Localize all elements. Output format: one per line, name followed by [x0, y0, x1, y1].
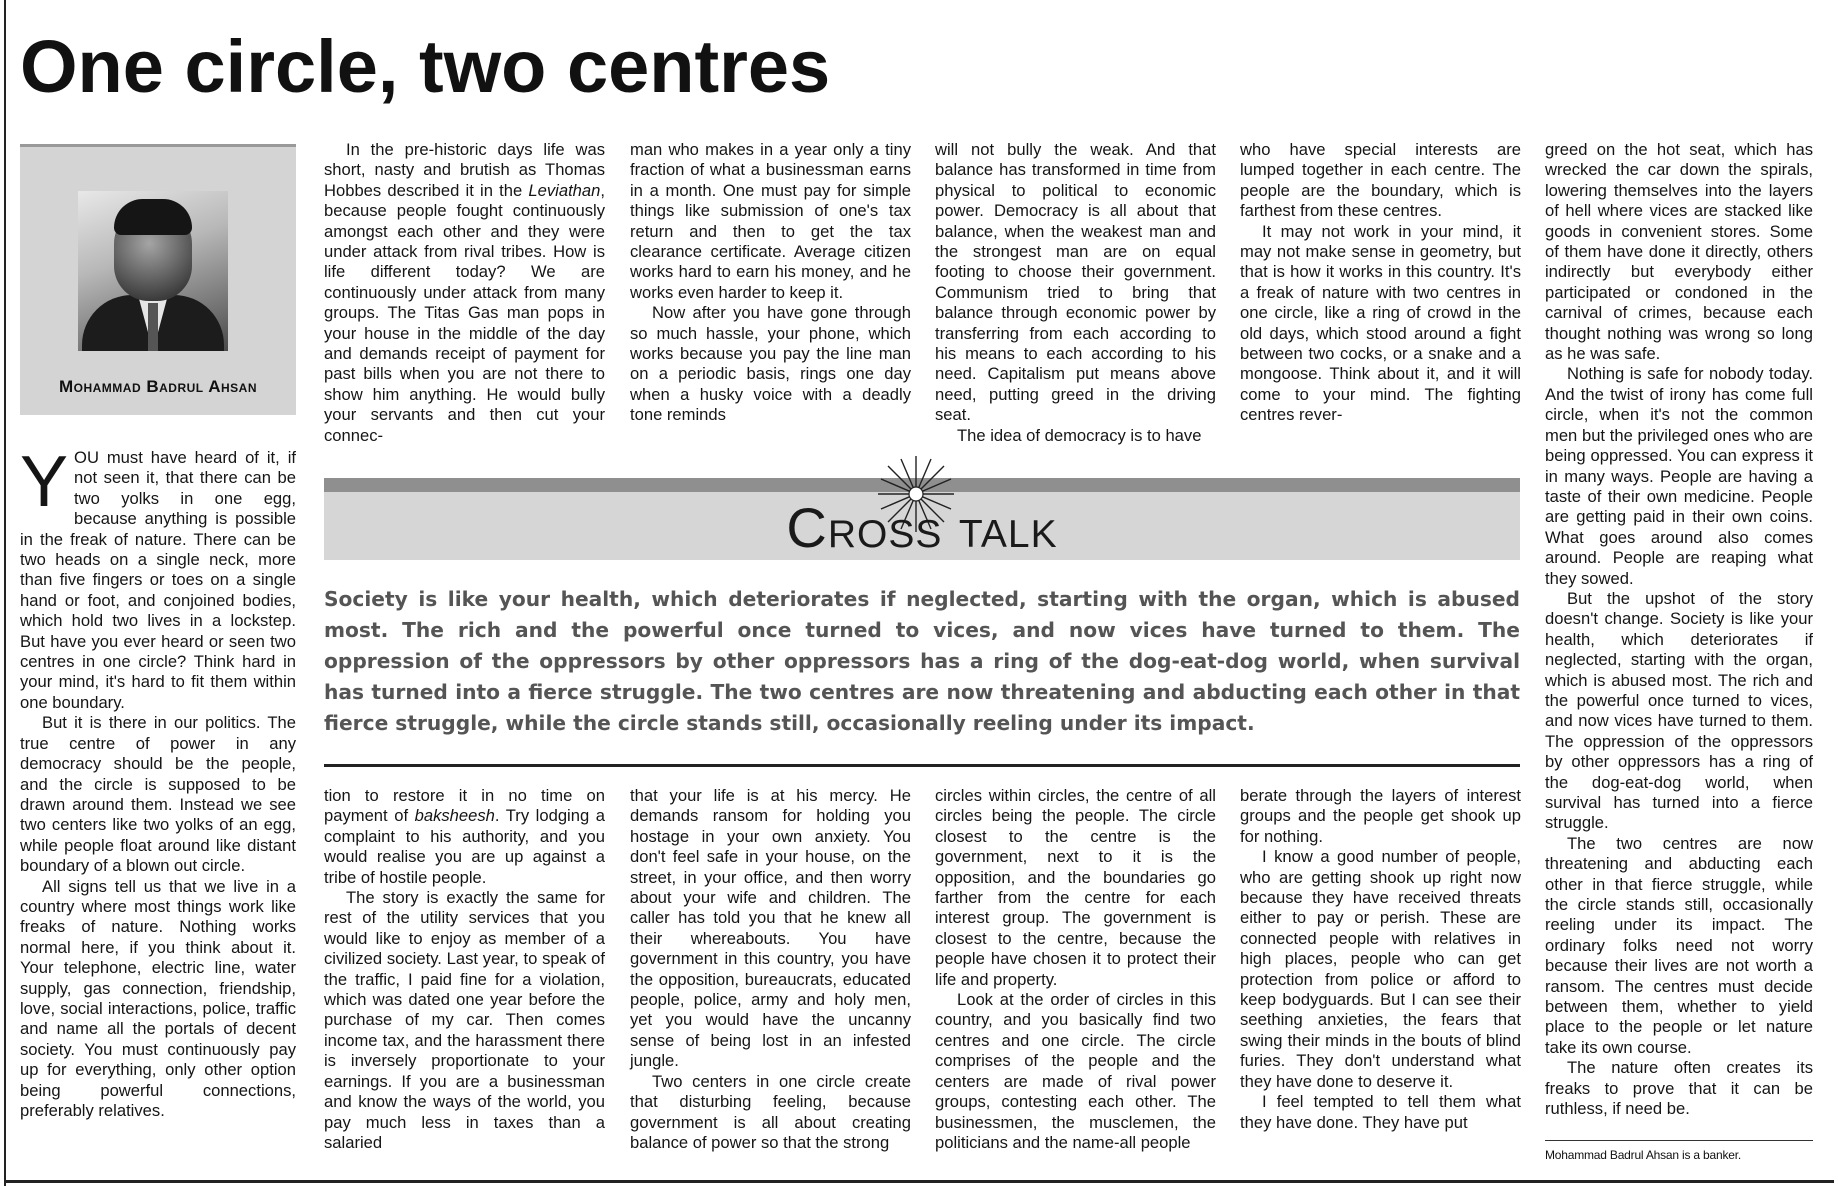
column-5-bottom-paragraph-3: I feel tempted to tell them what they have done. They have put [1240, 1092, 1521, 1132]
column-6-paragraph-5: The nature often creates its freaks to prove that it can be ruthless, if need be. [1545, 1058, 1813, 1119]
column-5-top-paragraph-1: who have special interests are lumped together in each centre. The people are the boundary, which is farthest from these centres. [1240, 140, 1521, 221]
column-2-bottom [324, 786, 605, 1153]
column-5-top-paragraph-2: It may not work in your mind, it may not make sense in geometry, but that is how it works in this country. It's a freak of nature with two centres in one circle, like a ring of crowd in the old days, which stood around a fight between two cocks, or a snake and a mongoose. Think about it, and it will come to your mind. The fighting centres rever- [1240, 221, 1521, 425]
section-title: Cross talk [786, 496, 1058, 559]
column-3-bottom-paragraph-2: Two centers in one circle create that disturbing feeling, because government is all about creating balance of power so that the strong [630, 1071, 911, 1152]
headline: One circle, two centres [20, 25, 831, 108]
column-3-top-paragraph-1: man who makes in a year only a tiny fraction of what a businessman earns in a month. One must pay for simple things like submission of one's tax return and then to get the tax clearance certificate. Average citizen works hard to earn his money, and he works even harder to keep it. [630, 140, 911, 302]
column-4-bottom [935, 786, 1216, 1153]
column-5-bottom [1240, 786, 1521, 1133]
column-5-bottom-paragraph-1: berate through the layers of interest groups and the people get shook up for nothing. [1240, 786, 1521, 846]
column-6-paragraph-4: The two centres are now threatening and abducting each other in that fierce struggle, while the circle stands still, occasionally reeling under its impact. The ordinary folks need not worry because their lives are not worth a ransom. The centres must decide between them, whether to yield place to the people or let nature take its own course. [1545, 833, 1813, 1057]
bottom-page-rule [4, 1180, 1834, 1183]
column-2-top-paragraph-1: In the pre-historic days life was short, nasty and brutish as Thomas Hobbes described it in the Leviathan, because people fought continuously amongst each other and they were under attack from rival tribes. How is life different today? We are continuously under attack from many groups. The Titas Gas man pops in your house in the middle of the day and demands receipt of payment for past bills when you are not there to show him anything. He would bully your servants and then cut your connec- [324, 140, 605, 445]
column-2-bottom-paragraph-1: tion to restore it in no time on payment of baksheesh. Try lodging a complaint to his authority, and you would realise you are up against a tribe of hostile people. [324, 786, 605, 887]
footnote-rule [1545, 1140, 1813, 1141]
column-3-top-paragraph-2: Now after you have gone through so much hassle, your phone, which works because you pay the line man on a periodic basis, rings one day when a husky voice with a deadly tone reminds [630, 303, 911, 425]
author-photo [78, 191, 228, 351]
column-4-top [935, 140, 1216, 446]
column-2-bottom-paragraph-2: The story is exactly the same for rest of the utility services that you would like to enjoy as member of a civilized society. Last year, to speak of the traffic, I paid fine for a violation, which was dated one year before the purchase of my car. Then comes income tax, and the harassment there is inversely proportionate to your earnings. If you are a businessman and know the ways of the world, you pay much less in taxes than a salaried [324, 888, 605, 1152]
author-byline: Mohammad Badrul Ahsan [58, 377, 258, 396]
column-3-top [630, 140, 911, 426]
column-5-bottom-paragraph-2: I know a good number of people, who are getting shook up right now because they have received threats either to pay or perish. These are connected people with relatives in high places, people who can get protection from police or afford to keep bodyguards. But I can see their seething anxieties, the fears that swing their minds in the bouts of blind furies. They don't understand what they have done to deserve it. [1240, 847, 1521, 1091]
pull-quote-rule [324, 764, 1520, 767]
column-3-bottom-paragraph-1: that your life is at his mercy. He demands ransom for holding you hostage in your own anxiety. You don't feel safe in your house, on the street, in your office, and then worry about your wife and children. The caller has told you that he knew all their whereabouts. You have government in this country, you have the opposition, bureaucrats, educated people, police, army and holy men, yet you would have the uncanny sense of being lost in an infested jungle. [630, 786, 911, 1071]
column-6-paragraph-3: But the upshot of the story doesn't change. Society is like your health, which deteriorates if neglected, starting with the organ, which is abused most. The rich and the powerful once turned to vices, and now vices have turned to them. The oppression of the oppressors by other oppressors has a ring of the dog-eat-dog world, when survival has turned into a fierce struggle. [1545, 588, 1813, 833]
column-1 [20, 442, 296, 1121]
drop-cap: Y [20, 442, 69, 522]
column-1-paragraph-1: YOU must have heard of it, if not seen it, that there can be two yolks in one egg, because anything is possible in the freak of nature. There can be two heads on a single neck, more than five fingers or toes on a single hand or foot, and conjoined bodies, which hold two lives in a lockstep. But have you ever heard or seen two centres in one circle? Think hard in your mind, it's hard to fit them within one boundary. [20, 442, 296, 712]
column-6 [1545, 140, 1813, 1120]
column-3-bottom [630, 786, 911, 1153]
byline-box [20, 144, 296, 415]
column-4-bottom-paragraph-2: Look at the order of circles in this country, and you basically find two centres and one circle. The circle comprises of the people and the centers are made of rival power groups, contesting each other. The businessmen, the musclemen, the politicians and the name-all people [935, 990, 1216, 1152]
column-1-paragraph-3: All signs tell us that we live in a country where most things work like freaks of nature. Nothing works normal here, if you think about it. Your telephone, electric line, water supply, gas connection, friendship, love, social interactions, police, traffic and name all the portals of decent society. You must continuously pay up for everything, only other option being powerful connections, preferably relatives. [20, 876, 296, 1120]
column-6-paragraph-1: greed on the hot seat, which has wrecked the car down the spirals, lowering themselves into the layers of hell where vices are stacked like goods in convenient stores. Some of them have done it directly, others indirectly but everybody either participated or condoned in the carnival of crimes, because each thought nothing was wrong so long as he was safe. [1545, 140, 1813, 364]
column-5-top [1240, 140, 1521, 426]
column-4-top-paragraph-1: will not bully the weak. And that balance has transformed in time from physical to political to economic power. Democracy is all about that balance, when the weakest man and the strongest man are on equal footing to choose their government. Communism tried to bring that balance through economic power by transferring from each according to his means to each according to his need. Capitalism put means above need, putting greed in the driving seat. [935, 140, 1216, 425]
column-4-bottom-paragraph-1: circles within circles, the centre of all circles being the people. The circle closest to the centre is the government, next to it is the opposition, and the boundaries go farther from the centre for each interest group. The government is closest to the centre, because the people have chosen it to protect their life and property. [935, 786, 1216, 989]
column-1-paragraph-2: But it is there in our politics. The true centre of power in any democracy should be the people, and the circle is supposed to be drawn around them. Instead we see two centers like two yolks of an egg, while people float around like distant boundary of a blown out circle. [20, 713, 296, 876]
column-2-top [324, 140, 605, 446]
column-4-top-paragraph-2: The idea of democracy is to have [957, 425, 1202, 445]
pull-quote: Society is like your health, which deteriorates if neglected, starting with the organ, which is abused most. The rich and the powerful once turned to vices, and now vices have turned to them. The oppression of the oppressors by other oppressors has a ring of the dog-eat-dog world, when survival has turned into a fierce struggle. The two centres are now threatening and abducting each other in that fierce struggle, while the circle stands still, occasionally reeling under its impact. [324, 587, 1520, 735]
column-6-paragraph-2: Nothing is safe for nobody today. And the twist of irony has come full circle, when it's not the common men but the privileged ones who are being oppressed. You can express it in many ways. People are having a taste of their own medicine. People are getting paid in their own coins. What goes around also comes around. People are reaping what they sowed. [1545, 364, 1813, 588]
author-footnote: Mohammad Badrul Ahsan is a banker. [1545, 1148, 1741, 1162]
left-page-rule [4, 0, 6, 1186]
